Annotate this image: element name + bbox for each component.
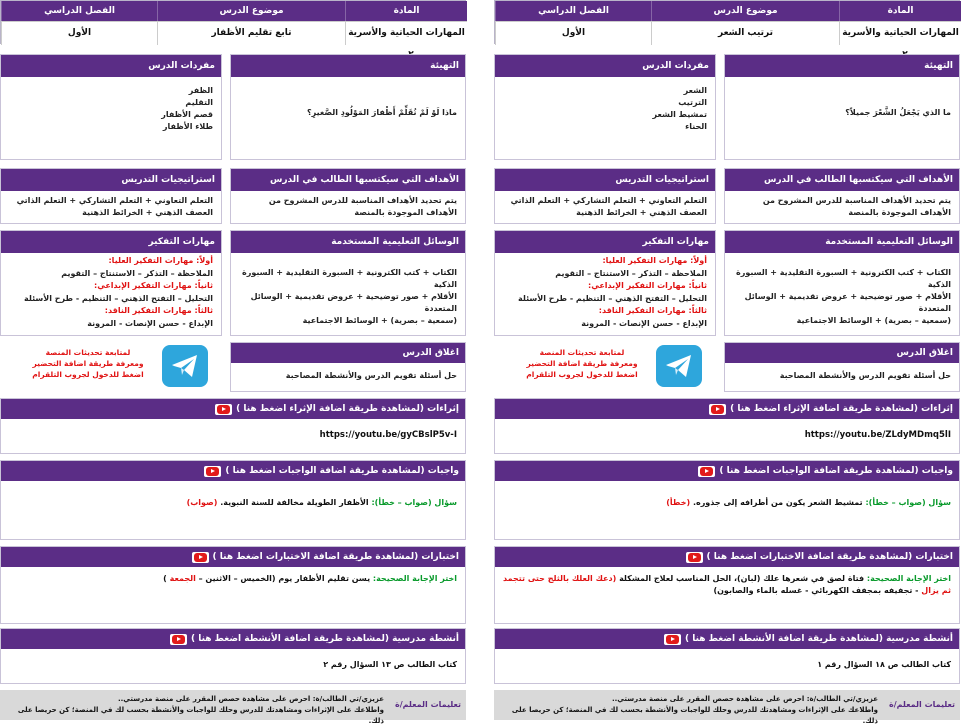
- activities-section: [0, 628, 466, 684]
- thinking-line: الإبداع - حسن الإنصات - المرونة: [87, 318, 213, 328]
- enrichment-section: [494, 398, 960, 454]
- telegram-caption[interactable]: [512, 347, 652, 380]
- homework-question-type: سؤال (صواب – خطأ):: [865, 498, 951, 507]
- youtube-icon[interactable]: [170, 634, 187, 645]
- tests-section: [494, 546, 960, 624]
- teacher-instructions: [0, 690, 466, 725]
- strategies-line: التعلم التعاوني + التعلم التشاركي + التعلم الذاتي: [16, 196, 213, 205]
- warmup-title: التهيئة: [231, 55, 465, 77]
- tests-question-rest: - تجفيفه بمجفف الكهربائي - غسله بالماء والصابون): [713, 586, 919, 595]
- homework-question: تمشيط الشعر يكون من أطرافه إلى جذوره.: [692, 498, 863, 507]
- closing-text: حل أسئلة تقويم الدرس والأنشطة المصاحبة: [779, 371, 951, 380]
- strategies-box: [494, 168, 716, 224]
- thinking-heading: ثانياً: مهارات التفكير الإبداعي:: [588, 281, 707, 290]
- aids-line: (سمعية – بصرية) + الوسائط الاجتماعية: [796, 316, 951, 325]
- teacher-instructions-line: واطلاعك على الإثراءات ومشاهدتك للدرس وحلك للواجبات والأنشطة بحسب لك في المنصة؛ كن حريصا على ذلك.: [17, 706, 384, 725]
- enrichment-title: إثراءات (لمشاهدة طريقة اضافة الإثراء اضغط هنا ): [730, 404, 953, 414]
- telegram-line: لمتابعة تحديثات المنصة: [45, 348, 131, 357]
- telegram-line: اضغط للدخول لجروب التلقرام: [526, 370, 638, 379]
- homework-section: [494, 460, 960, 540]
- homework-question: الأظفار الطويلة مخالفة للسنة النبوية.: [220, 498, 369, 507]
- goals-text: يتم تحديد الأهداف المناسبة للدرس المشروح من الأهداف الموجودة بالمنصة: [762, 196, 951, 217]
- subject-value: المهارات الحياتية والأسرية: [839, 21, 961, 45]
- tests-header[interactable]: [495, 547, 959, 567]
- thinking-heading: ثالثاً: مهارات التفكير الناقد:: [598, 306, 707, 315]
- semester-header: الفصل الدراسي: [495, 1, 651, 21]
- enrichment-section: [0, 398, 466, 454]
- vocab-item: التقليم: [185, 98, 213, 107]
- topic-header: موضوع الدرس: [651, 1, 839, 21]
- tests-question: يسن تقليم الأظفار يوم (الخميس – الاثنين –: [195, 574, 371, 583]
- strategies-box: [0, 168, 222, 224]
- tests-title: اختبارات (لمشاهدة طريقة اضافة الاختبارات اضغط هنا ): [706, 552, 953, 562]
- homework-header[interactable]: [1, 461, 465, 481]
- tests-answer: الجمعة: [169, 574, 196, 583]
- tests-question-rest: ): [163, 574, 167, 583]
- tests-section: [0, 546, 466, 624]
- teacher-instructions-line: عزيزي/تي الطالب/ة: احرص على مشاهدة حصص المقرر على منصة مدرستي..: [611, 695, 878, 703]
- enrichment-header[interactable]: [1, 399, 465, 419]
- thinking-heading: ثانياً: مهارات التفكير الإبداعي:: [94, 281, 213, 290]
- topic-header: موضوع الدرس: [157, 1, 345, 21]
- thinking-line: التحليل – التفتح الذهني – التنظيم - طرح الأسئلة: [518, 293, 707, 303]
- vocab-title: مفردات الدرس: [495, 55, 715, 77]
- strategies-title: استراتيجيات التدريس: [1, 169, 221, 191]
- telegram-icon[interactable]: [162, 345, 208, 387]
- vocab-item: قصم الأظفار: [161, 110, 213, 119]
- homework-title: واجبات (لمشاهدة طريقة اضافة الواجبات اضغط هنا ): [225, 466, 459, 476]
- tests-question-type: اختر الإجابة الصحيحة:: [372, 574, 457, 583]
- goals-title: الأهداف التي سيكتسبها الطالب في الدرس: [725, 169, 959, 191]
- tests-question-type: اختر الإجابة الصحيحة:: [866, 574, 951, 583]
- homework-question-type: سؤال (صواب – خطأ):: [371, 498, 457, 507]
- topic-value: تابع تقليم الأظفار: [157, 21, 345, 45]
- homework-answer: (صواب): [186, 498, 218, 507]
- telegram-line: ومعرفة طريقة اضافة التحضير: [32, 359, 144, 368]
- youtube-icon[interactable]: [686, 552, 703, 563]
- topic-value: ترتيب الشعر: [651, 21, 839, 45]
- warmup-text: ما الذي يَجْعَلُ الشَّعْرَ جميلاً؟: [845, 108, 951, 117]
- tests-answer: (دعك العلك بالثلج حتى تتجمد ثم يزال: [503, 574, 951, 595]
- teacher-instructions-label: تعليمات المعلم/ة: [888, 700, 956, 709]
- activities-text: كتاب الطالب ص ١٨ السؤال رقم ١: [817, 660, 951, 669]
- teacher-instructions: [494, 690, 960, 725]
- aids-line: الكتاب + كتب الكترونية + السبورة التقليدية + السبورة الذكية: [242, 268, 457, 289]
- enrichment-header[interactable]: [495, 399, 959, 419]
- homework-title: واجبات (لمشاهدة طريقة اضافة الواجبات اضغط هنا ): [719, 466, 953, 476]
- enrichment-link[interactable]: https://youtu.be/ZLdyMDmq5lI: [804, 430, 951, 440]
- youtube-icon[interactable]: [698, 466, 715, 477]
- goals-text: يتم تحديد الأهداف المناسبة للدرس المشروح من الأهداف الموجودة بالمنصة: [268, 196, 457, 217]
- telegram-line: لمتابعة تحديثات المنصة: [539, 348, 625, 357]
- telegram-caption[interactable]: [18, 347, 158, 380]
- warmup-box: [230, 54, 466, 160]
- vocab-item: الشعر: [683, 86, 707, 95]
- telegram-line: اضغط للدخول لجروب التلقرام: [32, 370, 144, 379]
- vocab-box: [0, 54, 222, 160]
- activities-title: أنشطة مدرسية (لمشاهدة طريقة اضافة الأنشطة اضغط هنا ): [190, 634, 459, 644]
- vocab-item: طلاء الأظفار: [162, 122, 213, 131]
- youtube-icon[interactable]: [204, 466, 221, 477]
- teacher-instructions-line: واطلاعك على الإثراءات ومشاهدتك للدرس وحلك للواجبات والأنشطة بحسب لك في المنصة؛ كن حريصا على ذلك.: [511, 706, 878, 725]
- goals-box: [230, 168, 466, 224]
- subject-header: المادة: [345, 1, 467, 21]
- closing-text: حل أسئلة تقويم الدرس والأنشطة المصاحبة: [285, 371, 457, 380]
- enrichment-title: إثراءات (لمشاهدة طريقة اضافة الإثراء اضغط هنا ): [236, 404, 459, 414]
- closing-title: اغلاق الدرس: [231, 343, 465, 363]
- thinking-line: الملاحظة – التذكر – الاستنتاج – التقويم: [61, 268, 213, 278]
- vocab-item: تمشيط الشعر: [652, 110, 707, 119]
- homework-section: [0, 460, 466, 540]
- semester-header: الفصل الدراسي: [1, 1, 157, 21]
- aids-title: الوسائل التعليمية المستخدمة: [725, 231, 959, 253]
- youtube-icon[interactable]: [215, 404, 232, 415]
- closing-title: اغلاق الدرس: [725, 343, 959, 363]
- activities-header[interactable]: [1, 629, 465, 649]
- closing-box: [724, 342, 960, 392]
- lesson-info-table: [494, 0, 960, 44]
- aids-title: الوسائل التعليمية المستخدمة: [231, 231, 465, 253]
- youtube-icon[interactable]: [664, 634, 681, 645]
- goals-title: الأهداف التي سيكتسبها الطالب في الدرس: [231, 169, 465, 191]
- thinking-box: [0, 230, 222, 336]
- telegram-icon[interactable]: [656, 345, 702, 387]
- aids-line: الأقلام + صور توضيحية + عروض تقديمية + الوسائل المتعددة: [250, 292, 457, 313]
- lesson-plan-page: [0, 0, 466, 725]
- thinking-heading: أولاً: مهارات التفكير العليا:: [602, 256, 707, 265]
- lesson-info-table: [0, 0, 466, 44]
- tests-question: فتاة لصق في شعرها علك (لبان)، الحل المناسب لعلاج المشكلة: [619, 574, 865, 583]
- homework-answer: (خطأ): [666, 498, 691, 507]
- aids-line: (سمعية – بصرية) + الوسائط الاجتماعية: [302, 316, 457, 325]
- strategies-line: العصف الذهني + الخرائط الذهنية: [82, 208, 213, 217]
- vocab-box: [494, 54, 716, 160]
- lesson-plan-page: [494, 0, 960, 725]
- tests-title: اختبارات (لمشاهدة طريقة اضافة الاختبارات اضغط هنا ): [212, 552, 459, 562]
- thinking-line: الإبداع - حسن الإنصات - المرونة: [581, 318, 707, 328]
- aids-box: [230, 230, 466, 336]
- thinking-heading: أولاً: مهارات التفكير العليا:: [108, 256, 213, 265]
- homework-header[interactable]: [495, 461, 959, 481]
- strategies-title: استراتيجيات التدريس: [495, 169, 715, 191]
- enrichment-link[interactable]: https://youtu.be/gyCBslP5v-I: [319, 430, 457, 440]
- teacher-instructions-label: تعليمات المعلم/ة: [394, 700, 462, 709]
- activities-section: [494, 628, 960, 684]
- vocab-item: الترتيب: [678, 98, 707, 107]
- vocab-item: الظفر: [188, 86, 213, 95]
- thinking-title: مهارات التفكير: [495, 231, 715, 253]
- thinking-line: التحليل – التفتح الذهني – التنظيم - طرح الأسئلة: [24, 293, 213, 303]
- telegram-line: ومعرفة طريقة اضافة التحضير: [526, 359, 638, 368]
- thinking-heading: ثالثاً: مهارات التفكير الناقد:: [104, 306, 213, 315]
- goals-box: [724, 168, 960, 224]
- youtube-icon[interactable]: [709, 404, 726, 415]
- semester-value: الأول: [1, 21, 157, 45]
- semester-value: الأول: [495, 21, 651, 45]
- warmup-text: ماذا لَوْ لَمْ نُقَلِّمْ أَظْفارَ المَوْلُودِ الصَّغيرِ؟: [306, 108, 457, 117]
- thinking-title: مهارات التفكير: [1, 231, 221, 253]
- subject-header: المادة: [839, 1, 961, 21]
- activities-title: أنشطة مدرسية (لمشاهدة طريقة اضافة الأنشطة اضغط هنا ): [684, 634, 953, 644]
- strategies-line: العصف الذهني + الخرائط الذهنية: [576, 208, 707, 217]
- vocab-item: الحناء: [685, 122, 707, 131]
- teacher-instructions-line: عزيزي/تي الطالب/ة: احرص على مشاهدة حصص المقرر على منصة مدرستي..: [117, 695, 384, 703]
- thinking-box: [494, 230, 716, 336]
- tests-header[interactable]: [1, 547, 465, 567]
- aids-box: [724, 230, 960, 336]
- youtube-icon[interactable]: [192, 552, 209, 563]
- strategies-line: التعلم التعاوني + التعلم التشاركي + التعلم الذاتي: [510, 196, 707, 205]
- activities-text: كتاب الطالب ص ١٣ السؤال رقم ٢: [323, 660, 457, 669]
- vocab-title: مفردات الدرس: [1, 55, 221, 77]
- warmup-box: [724, 54, 960, 160]
- warmup-title: التهيئة: [725, 55, 959, 77]
- closing-box: [230, 342, 466, 392]
- activities-header[interactable]: [495, 629, 959, 649]
- subject-value: المهارات الحياتية والأسرية: [345, 21, 467, 45]
- thinking-line: الملاحظة – التذكر – الاستنتاج – التقويم: [555, 268, 707, 278]
- aids-line: الأقلام + صور توضيحية + عروض تقديمية + الوسائل المتعددة: [744, 292, 951, 313]
- aids-line: الكتاب + كتب الكترونية + السبورة التقليدية + السبورة الذكية: [736, 268, 951, 289]
